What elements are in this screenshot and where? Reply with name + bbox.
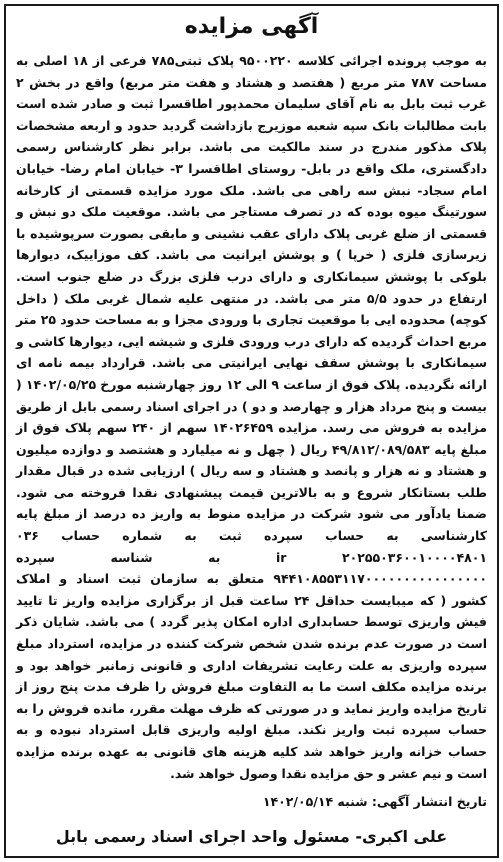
publication-date: تاریخ انتشار آگهی: شنبه ۱۴۰۲/۰۵/۱۴: [262, 794, 487, 810]
signature-line: علی اکبری- مسئول واحد اجرای اسناد رسمی بابل: [55, 827, 448, 847]
notice-title: آگهی مزایده: [184, 14, 319, 39]
notice-body: به موجب پرونده اجرائی کلاسه ۹۵۰۰۲۲۰ پلاک ثبتی۷۸۵ فرعی از ۱۸ اصلی به مساحت ۷۸۷ متر مربع ( هفتصد و هشتاد و هفت متر مربع) واقع در بخش ۲ غرب ثبت بابل به نام آقای سلیمان محمدپور اطاقسرا ثبت و صادر شده است بابت مطالبات بانک سپه شعبه موزیرج بازداشت گردید حدود و اربعه مشخصات پلاک مذکور مندرج در سند مالکیت می باشد. برابر نظر کارشناس رسمی دادگستری، ملک واقع در بابل- روستای اطاقسرا ۳- خیابان امام رضا- خیابان امام سجاد- نبش سه راهی می باشد. ملک مورد مزایده قسمتی از کارخانه سورتینگ میوه بوده که در تصرف مستاجر می باشد. موقعیت ملک دو نبش و قسمتی از ضلع غربی پلاک دارای عقب نشینی و مابقی بصورت سرپوشیده با زیرسازی فلزی ( خرپا ) و پوشش ایرانیت می باشد. کف موزاییک، دیوارها بلوکی با پوشش سیمانکاری و دارای درب فلزی بزرگ در ضلع جنوب است. ارتفاع در حدود ۵/۵ متر می باشد. در منتهی علیه شمال غربی ملک ( داخل کوچه) محدوده ایی با موقعیت تجاری با ورودی مجزا و به مساحت حدود ۲۵ متر مربع احداث گردیده که دارای درب ورودی فلزی و شیشه ایی، دیوارها کاشی و سیمانکاری با پوشش سقف نهایی ایرانیتی می باشد. قرارداد بیمه نامه ای ارائه نگردیده. پلاک فوق از ساعت ۹ الی ۱۲ روز چهارشنبه مورخ ۱۴۰۲/۰۵/۲۵ ( بیست و پنج مرداد هزار و چهارصد و دو ) در اجرای اسناد رسمی بابل از طریق مزایده به فروش می رسد. مزایده ۱۴۰۲۶۴۵۹ سهم از ۲۴۰ سهم پلاک فوق از مبلغ پایه ۴۹/۸۱۲/۰۸۹/۵۸۳ ریال ( چهل و نه میلیارد و هشتصد و دوازده میلیون و هشتاد و نه هزار و پانصد و هشتاد و سه ریال ) ارزیابی شده در قبال مقدار طلب بستانکار شروع و به بالاترین قیمت پیشنهادی نقدا فروخته می شود. ضمنا یادآور می شود شرکت در مزایده منوط به واریز ده درصد از مبلغ پایه کارشناسی به حساب سپرده ثبت به شماره حساب ۰۳۶ ۲۰۲۵۵۰۳۶۰۰۱۰۰۰۰۴۸۰۱ ir به شناسه سپرده ۹۴۴۱۰۸۵۵۳۱۱۷۰۰۰۰۰۰۰۰۰۰۰۰۰۰۰۰ متعلق به سازمان ثبت اسناد و املاک کشور ( که میبایست حداقل ۲۴ ساعت قبل از برگزاری مزایده واریز تا تایید فیش واریزی توسط حسابداری اداره امکان پذیر گردد ) می باشد. شایان ذکر است در صورت عدم برنده شدن شخص شرکت کننده در مزایده، استرداد مبلغ سپرده واریزی به علت رعایت تشریفات اداری و قانونی زمانبر خواهد بود و برنده مزایده مکلف است ما به التفاوت مبلغ فروش را ظرف مدت پنج روز از تاریخ مزایده واریز نماید و در صورتی که ظرف مهلت مقرر، مانده فروش را به حساب سپرده ثبت واریز نکند. مبلغ اولیه واریزی قابل استرداد نبوده و به حساب خزانه واریز خواهد شد کلیه هزینه های قانونی به عهده برنده مزایده است و نیم عشر و حق مزایده نقدا وصول خواهد شد.: [16, 53, 487, 781]
auction-notice: [4, 4, 499, 858]
